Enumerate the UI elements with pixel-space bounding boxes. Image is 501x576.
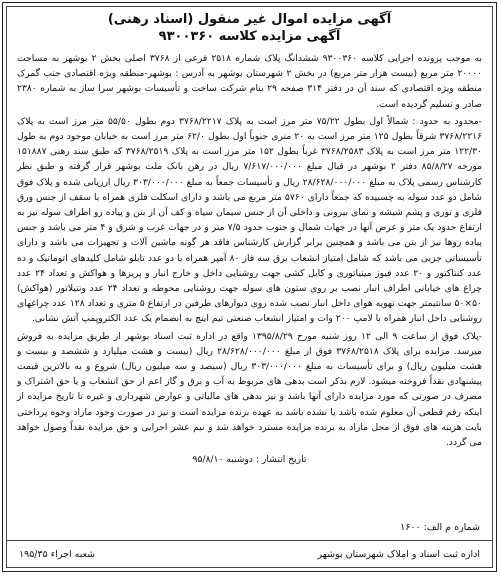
footer-office: اداره ثبت اسناد و املاک شهرستان بوشهر	[317, 548, 480, 560]
notice-footer	[7, 540, 492, 567]
publish-date: تاریخ انتشار : دوشنبه ۹۵/۸/۱۰	[192, 454, 307, 466]
notice-title: آگهی مزایده اموال غیر منقول (اسناد رهنی)	[107, 12, 392, 27]
notice-body	[7, 45, 492, 467]
footer-branch: شعبه اجراء ۱۹۵/۳۵	[19, 548, 96, 560]
paragraph-property-description: به موجب پرونده اجرایی کلاسه ۹۳۰۰۳۶۰ ششدانگ پلاک شماره ۲۵۱۸ فرعی از ۳۷۶۸ اصلی بخش ۲ بوشهر به مساحت ۲۰۰۰۰ متر مربع (بیست هزار متر مربع) در بخش ۲ شهرستان بوشهر به آدرس : بوشهر-منطقه ویژه اقتصادی جنب گمرک منطقه ویژه اقتصادی که سند آن در دفتر ۳۱۴ صفحه ۲۹ بنام شرکت ساخت و تأسیسات بوشهر سرا ساز به شماره ۲۳۸۰ صادر و تسلیم گردیده است.	[17, 53, 482, 110]
notice-number: شماره م الف: ۱۶۰۰	[400, 522, 480, 533]
paragraph-auction-terms: -پلاک فوق از ساعت ۹ الی ۱۲ روز شنبه مورخ ۱۳۹۵/۸/۲۹ واقع در اداره ثبت اسناد بوشهر از طریق مزایده به فروش میرسد. مزایده برای پلاک ۳۷۶۸/۲۵۱۸ فوق از مبلغ ۲۸/۶۲۸/۰۰۰/۰۰۰ ریال (بیست و هشت میلیارد و ششصد و بیست و هشت میلیون ریال) و برای تأسیسات به مبلغ ۳۰۳/۰۰۰/۰۰۰ ریال (سیصد و سه میلیون ریال) شروع و به بالاترین قیمت پیشنهادی نقداً فروخته میشود. لازم بذکر است بدهی های مربوط به آب و برق و گاز اعم از حق انشعاب و یا حق اشتراک و مصرف در صورتی که مورد مزایده دارای آنها باشد و نیز بدهی های مالیاتی و عوارض شهرداری و غیره تا تاریخ مزایده از اینکه رقم قطعی آن معلوم شده باشد یا نشده باشد به عهده برنده مزایده است و نیز در صورت وجود مازاد وجوه پرداختی بابت هزینه های فوق از محل مازاد به برنده مزایده مسترد خواهد شد و نیم عشر اجرایی و حق مزایده نقداً وصول خواهد می گردد.	[17, 330, 482, 449]
notice-header	[7, 7, 492, 45]
notice-subtitle: آگهی مزایده کلاسه ۹۳۰۰۳۶۰	[158, 29, 341, 44]
notice-frame	[2, 2, 497, 572]
paragraph-boundaries-and-valuation: -محدود به حدود : شمالاً اول بطول ۷۵/۲۲ متر مرز است به پلاک ۳۷۶۸/۲۲۱۷ دوم بطول ۵۵/۵۰ متر مرز است به پلاک ۳۷۶۸/۲۲۱۶ شرقاً بطول ۱۲۵ متر مرز است به ۲۰ متری جنوباً اول بطول ۶۲/۰ متر مرز است به خیابان موجود دوم به طول ۱۲۲/۳۰ متر مرز است به پلاک ۳۷۶۸/۲۵۸۳ غرباً بطول ۱۵۲ متر مرز است به پلاک ۳۷۶۸/۲۵۱۹ که طبق سند رهنی ۱۵۱۸۸۷ مورخه ۸۵/۸/۲۷ دفتر ۲ بوشهر در قبال مبلغ ۷/۶۱۷/۰۰۰/۰۰۰ ریال در رهن بانک ملت بوشهر قرار گرفته و طبق نظر کارشناس رسمی پلاک به مبلغ ۲۸/۶۲۸/۰۰۰/۰۰۰ ریال و تأسیسات جمعاً به مبلغ ۳۰۳/۰۰۰/۰۰۰ ریال ارزیابی شده و پلاک فوق شامل دو عدد سوله به چسبیده که جمعاً دارای ۵۷۶۰ متر مربع می باشد و دارای اسکلت فلزی همراه با سقف از جنس ورق فلزی و توری و پشم شیشه و نمای بیرونی و داخلی آن از جنس سیمان سیاه و کف آن از بتن و پیاده رو اطراف سوله نیز به ارتفاع حدود یک متر و عرض آنها در جهات شمال و جنوب حدود ۷/۵ متر و در جهات غرب و شرق و ۴ متر می باشد و جنس پیاده روها نیز از بتن می باشد و همچنین برابر گزارش کارشناس فاقد هر گونه ماشین آلات و تجهیزات می باشد و دارای تأسیساتی جزیی می باشد که شامل امتیاز انشعاب برق سه فاز ۸۰ آمپر همراه با دو عدد تابلو شامل کلیدهای اتوماتیک و ده عدد کنتاکتور و ۲۰ عدد فیوز مینیاتوری و کابل کشی جهت روشنایی داخل و خارج انبار و پریزها و هواکش و تعداد ۲۴ عدد چراغ های خیابانی اطراف انبار نصب بر روی ستون های سوله جهت روشنایی محوطه و تعداد ۲۴ عدد ونتیلاتور (هواکش) ۵۰×۵۰ سانتیمتر جهت تهویه هوای داخل انبار نصب شده روی دیوارهای طرفین در ارتفاع ۵ متری و تعداد ۱۲۸ عدد چراغهای روشنایی داخل انبار همراه با لامپ ۲۰۰ وات و امتیاز انشعاب صنعتی تیم اینچ به انضمام یک عدد الکتروپمپ آتش نشانی.	[17, 115, 483, 325]
notice-inner-border	[6, 6, 493, 568]
